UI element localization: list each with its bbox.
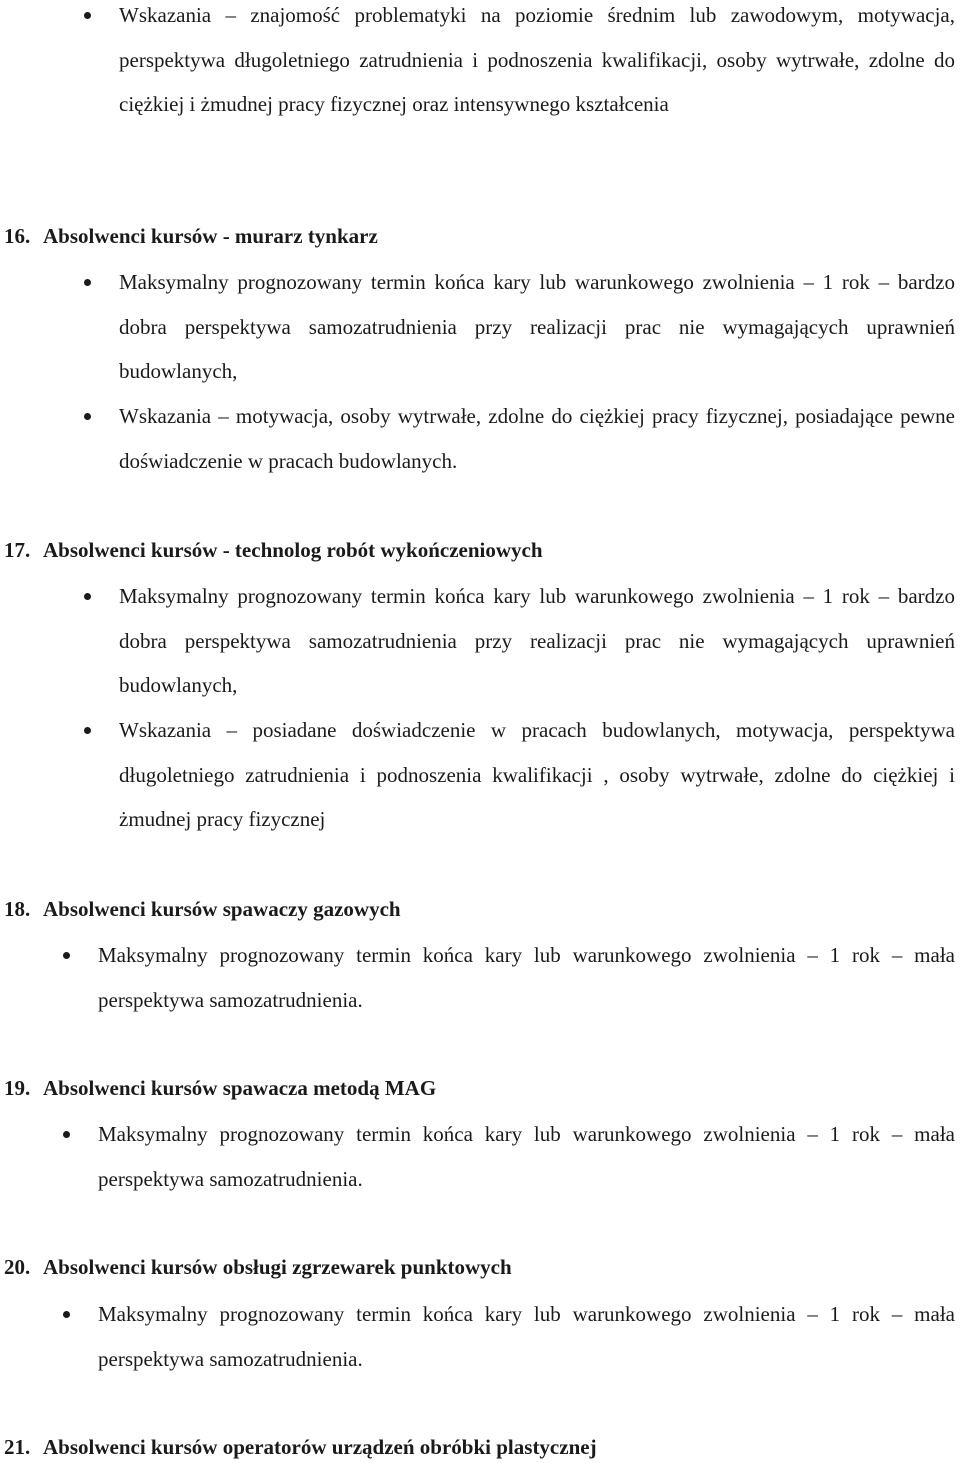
section-number: 20. (4, 1255, 31, 1279)
bullet-text: Wskazania – znajomość problematyki na poziomie średnim lub zawodowym, motywacja, perspektywa długoletniego zatrudnienia i podnoszenia kwalifikacji, osoby wytrwałe, zdolne do ciężkiej i żmudnej pracy fizycznej oraz intensywnego kształcenia (119, 3, 955, 116)
section-title: Absolwenci kursów operatorów urządzeń obróbki plastycznej (43, 1435, 597, 1459)
section-title: Absolwenci kursów - technolog robót wykończeniowych (43, 538, 543, 562)
section-number: 17. (4, 538, 31, 562)
section-heading-21 (4, 1432, 597, 1462)
bullet-dot-icon (84, 413, 91, 420)
bullet-dot-icon (84, 593, 91, 600)
bullet-dot-icon (63, 1131, 70, 1138)
section-heading-16 (4, 221, 378, 251)
bullet-dot-icon (84, 12, 91, 19)
bullet-dot-icon (63, 1311, 70, 1318)
bullet-dot-icon (63, 952, 70, 959)
section-number: 19. (4, 1076, 31, 1100)
bullet-text: Maksymalny prognozowany termin końca kary lub warunkowego zwolnienia – 1 rok – bardzo dobra perspektywa samozatrudnienia przy realizacji prac nie wymagających uprawnień budowlanych, (119, 270, 955, 383)
bullet-text: Maksymalny prognozowany termin końca kary lub warunkowego zwolnienia – 1 rok – mała perspektywa samozatrudnienia. (98, 1302, 955, 1371)
bullet-text: Maksymalny prognozowany termin końca kary lub warunkowego zwolnienia – 1 rok – mała perspektywa samozatrudnienia. (98, 943, 955, 1012)
bullet-dot-icon (84, 279, 91, 286)
section-heading-18 (4, 894, 401, 924)
bullet-text: Maksymalny prognozowany termin końca kary lub warunkowego zwolnienia – 1 rok – bardzo dobra perspektywa samozatrudnienia przy realizacji prac nie wymagających uprawnień budowlanych, (119, 584, 955, 697)
section-number: 18. (4, 897, 31, 921)
bullet-text: Maksymalny prognozowany termin końca kary lub warunkowego zwolnienia – 1 rok – mała perspektywa samozatrudnienia. (98, 1122, 955, 1191)
section-title: Absolwenci kursów - murarz tynkarz (43, 224, 378, 248)
bullet-dot-icon (84, 727, 91, 734)
section-number: 16. (4, 224, 31, 248)
section-title: Absolwenci kursów spawaczy gazowych (43, 897, 401, 921)
bullet-text: Wskazania – posiadane doświadczenie w pracach budowlanych, motywacja, perspektywa długoletniego zatrudnienia i podnoszenia kwalifikacji , osoby wytrwałe, zdolne do ciężkiej i żmudnej pracy fizycznej (119, 718, 955, 831)
section-title: Absolwenci kursów obsługi zgrzewarek punktowych (43, 1255, 512, 1279)
section-number: 21. (4, 1435, 31, 1459)
section-title: Absolwenci kursów spawacza metodą MAG (43, 1076, 437, 1100)
bullet-text: Wskazania – motywacja, osoby wytrwałe, zdolne do ciężkiej pracy fizycznej, posiadające pewne doświadczenie w pracach budowlanych. (119, 404, 955, 473)
section-heading-20 (4, 1252, 512, 1282)
section-heading-17 (4, 535, 543, 565)
section-heading-19 (4, 1073, 436, 1103)
